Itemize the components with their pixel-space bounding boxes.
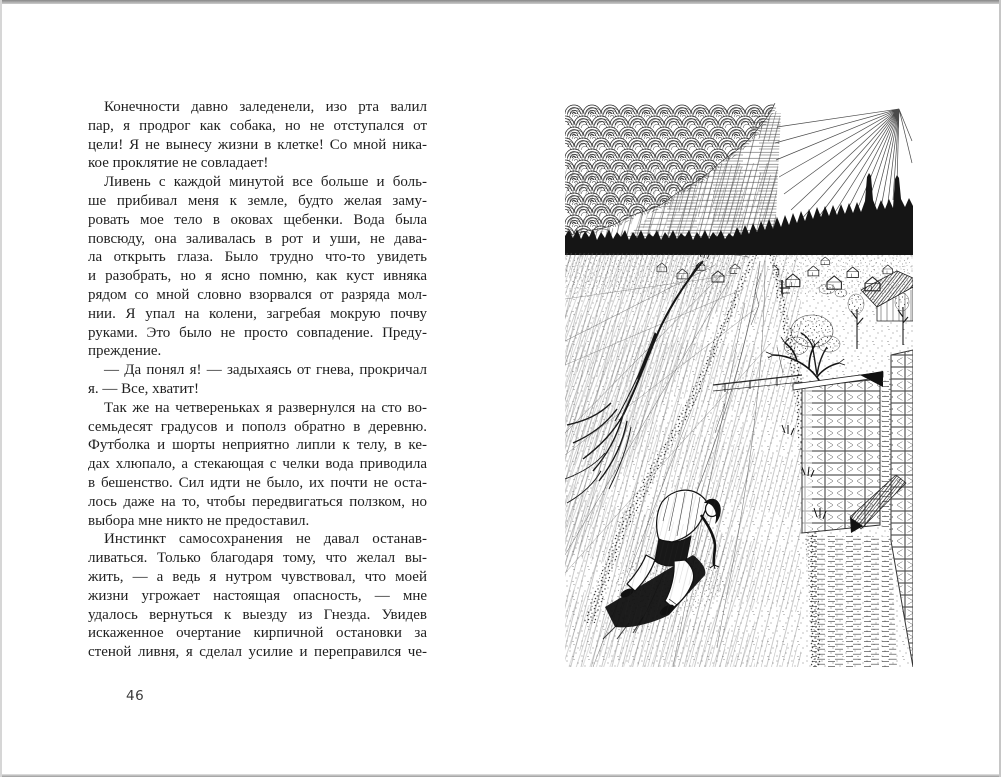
text-line: выбора мне никто не предоставил. <box>88 512 310 529</box>
book-illustration <box>565 103 913 667</box>
text-line: — Да понял я! — задыхаясь от гнева, прокричал <box>104 362 427 379</box>
text-line: Инстинкт самосохранения не давал останав- <box>104 531 427 548</box>
text-line: пар, я продрог как собака, но не отступался от <box>88 117 427 134</box>
text-line: лось даже на то, чтобы передвигаться ползком, но <box>88 493 427 510</box>
text-line: рядом со мной словно взорвался от разряда мол- <box>88 286 427 303</box>
text-line: удалось вернуться к выезду из Гнезда. Увидев <box>88 606 427 623</box>
text-line: Ливень с каждой минутой все больше и боль- <box>104 174 427 191</box>
text-line: в бешенство. Сил идти не было, их почти не оста- <box>88 474 427 491</box>
text-line: нии. Я упал на колени, загребая мокрую почву <box>88 305 427 322</box>
text-line: цели! Я не вынесу жизни в клетке! Со мной ника- <box>88 136 427 153</box>
text-line: я. — Все, хватит! <box>88 380 199 397</box>
text-line: жизни угрожает настоящая опасность, — мне <box>88 587 427 604</box>
text-line: жить, — а ведь я нутром чувствовал, что моей <box>88 568 427 585</box>
text-line: руками. Это было не просто совпадение. Преду- <box>88 324 427 341</box>
text-line: Так же на четвереньках я развернулся на сто во- <box>104 399 427 416</box>
text-line: Футболка и шорты неприятно липли к телу, в ке- <box>88 437 427 454</box>
text-line: преждение. <box>88 343 162 360</box>
text-line: кое проклятие не совладает! <box>88 155 269 172</box>
page-edge-left <box>0 0 2 777</box>
text-line: ливаться. Только благодаря тому, что желал вы- <box>88 550 427 567</box>
text-line: ровать мое тело в оковах щебенки. Вода была <box>88 211 427 228</box>
text-line: стеной ливня, я сделал усилие и переправился че- <box>88 644 427 661</box>
text-line: искаженное очертание кирпичной остановки за <box>88 625 427 642</box>
page-edge-top <box>0 0 1001 4</box>
page-number: 46 <box>126 688 145 704</box>
text-line: и разобрать, но я ясно помню, как куст ивняка <box>88 268 427 285</box>
text-column <box>88 98 427 662</box>
text-line: повсюду, она заливалась в рот и уши, не дава- <box>88 230 427 247</box>
text-line: ла открыть глаза. Было трудно что-то увидеть <box>88 249 427 266</box>
text-line: семьдесят градусов и пополз обратно в деревню. <box>88 418 427 435</box>
text-line: ше прибивал меня к земле, будто желая заму- <box>88 192 427 209</box>
text-line: Конечности давно заледенели, изо рта валил <box>104 99 427 115</box>
text-line: дах хлюпало, а стекающая с челки вода приводила <box>88 456 427 473</box>
